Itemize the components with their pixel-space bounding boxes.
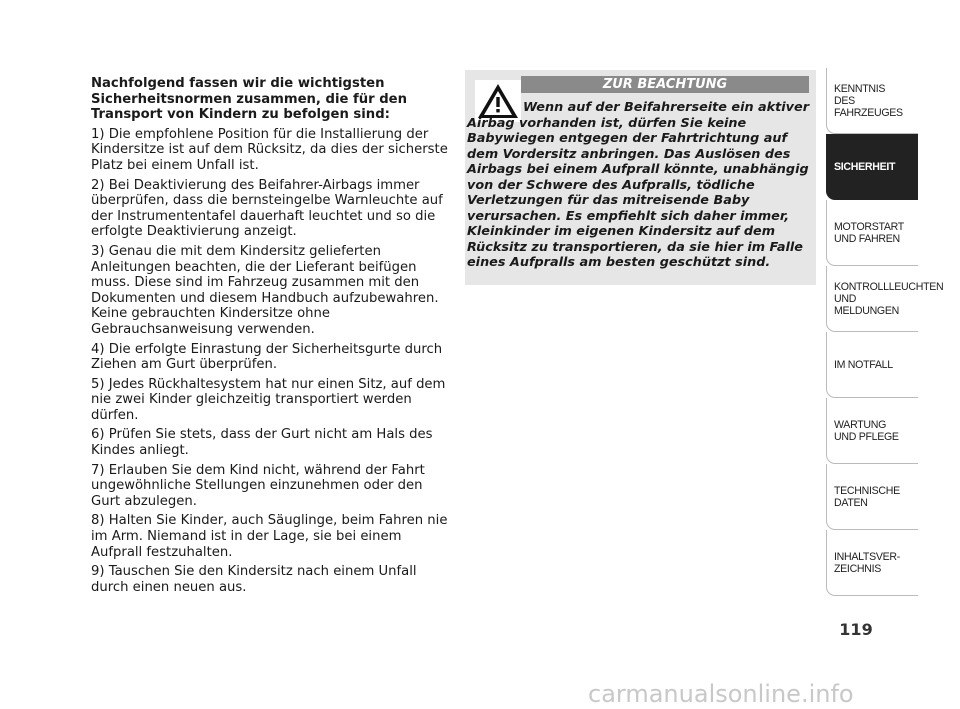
tab-notfall[interactable]: [826, 332, 918, 398]
list-item: 6) Prüfen Sie stets, dass der Gurt nicht am Hals des Kindes anliegt.: [91, 427, 433, 459]
tab-label: KONTROLLLEUCHTEN UND MELDUNGEN: [834, 280, 944, 317]
list-item: 2) Bei Deaktivierung des Beifahrer-Airbags immer überprüfen, dass die bernsteingelbe Warnleuchte auf der Instrumententafel dauerhaft leuchtet und so die erfolgte Deaktivierung anzeigt.: [91, 177, 443, 240]
watermark: carmanualsonline.info: [588, 680, 854, 708]
tab-technische-daten[interactable]: [826, 464, 918, 530]
chapter-sidebar: [826, 68, 944, 596]
tab-kontrollleuchten[interactable]: [826, 266, 944, 332]
list-item: 9) Tauschen Sie den Kindersitz nach einem Unfall durch einen neuen aus.: [91, 564, 417, 595]
warning-text: Wenn auf der Beifahrerseite ein aktiver Airbag vorhanden ist, dürfen Sie keine Babywiegen entgegen der Fahrtrichtung auf dem Vordersitz anbringen. Das Auslösen des Airbags bei einem Aufprall könnte, unabhängig von der Schwere des Aufpralls, tödliche Verletzungen für das mitreisende Baby verursachen. Es empfiehlt sich daher immer, Kleinkinder im eigenen Kindersitz auf dem Rücksitz zu transportieren, da sie hier im Falle eines Aufpralls am besten geschützt sind.: [467, 100, 810, 270]
tab-label: KENNTNIS DES FAHRZEUGES: [834, 82, 903, 119]
tab-motorstart[interactable]: [826, 200, 918, 266]
tab-label: IM NOTFALL: [834, 358, 893, 371]
warning-box: [465, 70, 816, 285]
instructions-column: [91, 76, 451, 599]
tab-label: TECHNISCHE DATEN: [834, 484, 900, 509]
tab-label: SICHERHEIT: [834, 160, 896, 173]
tab-wartung[interactable]: [826, 398, 918, 464]
list-item: 7) Erlauben Sie dem Kind nicht, während der Fahrt ungewöhnliche Stellungen einzunehmen oder den Gurt abzulegen.: [91, 462, 425, 509]
tab-inhaltsverzeichnis[interactable]: [826, 530, 918, 596]
intro-heading: Nachfolgend fassen wir die wichtigsten Sicherheitsnormen zusammen, die für den Transport von Kindern zu befolgen sind:: [91, 76, 408, 123]
list-item: 1) Die empfohlene Position für die Installierung der Kindersitze ist auf dem Rücksitz, da dies der sicherste Platz bei einem Unfall ist.: [91, 126, 448, 173]
list-item: 4) Die erfolgte Einrastung der Sicherheitsgurte durch Ziehen am Gurt überprüfen.: [91, 341, 443, 373]
tab-label: INHALTSVER- ZEICHNIS: [834, 550, 900, 575]
tab-sicherheit[interactable]: [826, 134, 918, 200]
tab-label: WARTUNG UND PFLEGE: [834, 418, 899, 443]
tab-kenntnis[interactable]: [826, 68, 918, 134]
list-item: 3) Genau die mit dem Kindersitz gelieferten Anleitungen beachten, die der Lieferant beifügen muss. Diese sind im Fahrzeug zusammen mit den Dokumenten und diesem Handbuch aufzubewahren. Keine gebrauchten Kindersitze ohne Gebrauchsanweisung verwenden.: [91, 243, 439, 337]
list-item: 8) Halten Sie Kinder, auch Säuglinge, beim Fahren nie im Arm. Niemand ist in der Lage, sie bei einem Aufprall festzuhalten.: [91, 513, 448, 560]
page-number: 119: [839, 620, 873, 639]
tab-label: MOTORSTART UND FAHREN: [834, 220, 904, 245]
list-item: 5) Jedes Rückhaltesystem hat nur einen Sitz, auf dem nie zwei Kinder gleichzeitig transportiert werden dürfen.: [91, 376, 446, 423]
warning-header: ZUR BEACHTUNG: [521, 76, 809, 93]
